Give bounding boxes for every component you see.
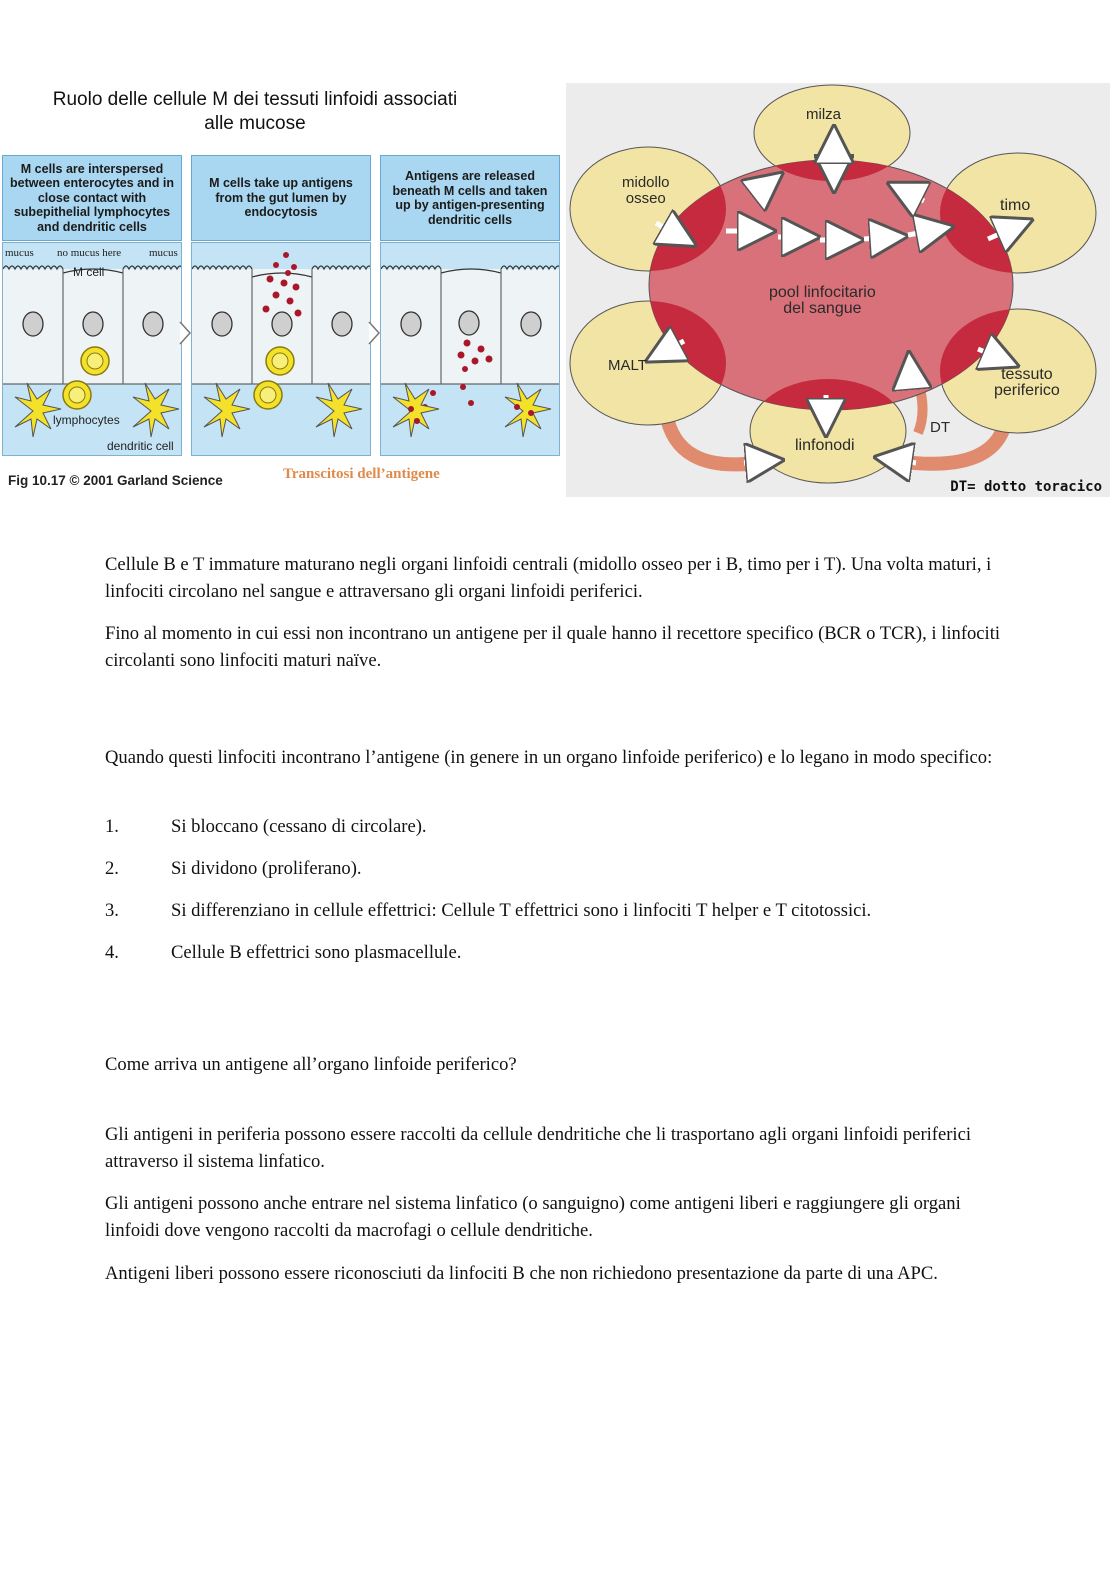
mucus-label-left: mucus [5,247,34,259]
paragraph-5-text: Gli antigeni possono anche entrare nel sistema linfatico (o sanguigno) come antigeni liberi e raggiungere gli organi linfoidi dove vengono raccolti da macrofagi o cellule dendritiche. [105,1193,961,1241]
panel-3-illustration [380,242,560,456]
paragraph-3 [105,744,1005,771]
node-midollo-osseo [622,175,670,207]
list-text: Si differenziano in cellule effettrici: Cellule T effettrici sono i linfociti T helper e T citotossici. [171,900,872,921]
figure-credit: Fig 10.17 © 2001 Garland Science [8,473,223,488]
panel-arrow-1 [178,318,194,348]
pool-label [769,285,876,317]
lymphocytes-label: lymphocytes [53,413,120,427]
no-mucus-label: no mucus here [57,247,122,259]
panel-3-caption: Antigens are released beneath M cells and taken up by antigen-presenting dendritic cells [380,155,560,241]
m-cell-figure [0,80,562,500]
node-tessuto-periferico [994,367,1060,399]
list-number: 2. [105,858,119,879]
node-milza: milza [806,106,842,123]
list-number: 3. [105,900,119,921]
pool-label-line1: pool linfocitario [769,284,876,301]
node-tessuto-line2: periferico [994,382,1060,399]
mucus-label-right: mucus [149,247,178,259]
m-cell-label: M cell [73,265,105,279]
list-text: Si bloccano (cessano di circolare). [171,816,427,837]
dt-label: DT [930,419,950,436]
paragraph-4-text: Gli antigeni in periferia possono essere raccolti da cellule dendritiche che li trasportano agli organi linfoidi periferici attraverso il sistema linfatico. [105,1124,972,1172]
paragraph-6-text: Antigeni liberi possono essere riconosciuti da linfociti B che non richiedono presentazione da parte di una APC. [105,1263,938,1284]
paragraph-3-text: Quando questi linfociti incontrano l’antigene (in genere in un organo linfoide periferico) e lo legano in modo specifico: [105,747,993,768]
list-number: 1. [105,816,119,837]
paragraph-2 [105,620,1005,674]
lymphocyte-circulation-figure [566,83,1110,497]
paragraph-4 [105,1121,1005,1175]
dendritic-cell-label: dendritic cell [107,439,174,453]
paragraph-1-text: Cellule B e T immature maturano negli organi linfoidi centrali (midollo osseo per i B, timo per i T). Una volta maturi, i linfociti circolano nel sangue e attraversano gli organi linfoidi periferici. [105,554,992,602]
list-text: Si dividono (proliferano). [171,858,362,879]
paragraph-6 [105,1260,1005,1287]
panel-arrow-2 [367,318,383,348]
node-malt: MALT [608,357,647,374]
panel-1-illustration [2,242,182,456]
pool-label-line2: del sangue [783,300,862,317]
figure-title [20,88,490,136]
node-midollo-line1: midollo [622,174,670,191]
list-text: Cellule B effettrici sono plasmacellule. [171,942,462,963]
dt-note: DT= dotto toracico [950,479,1102,495]
panel-1-caption: M cells are interspersed between enterocytes and in close contact with subepithelial lymphocytes and dendritic cells [2,155,182,241]
question-text: Come arriva un antigene all’organo linfoide periferico? [105,1054,517,1075]
figure-title-line2: alle mucose [204,113,306,134]
node-timo: timo [1000,197,1031,214]
paragraph-5 [105,1190,1005,1244]
figure-subtitle: Transcitosi dell’antigene [283,466,440,482]
paragraph-2-text: Fino al momento in cui essi non incontrano un antigene per il quale hanno il recettore specifico (BCR o TCR), i linfociti circolanti sono linfociti maturi naïve. [105,623,1001,671]
node-midollo-line2: osseo [625,190,666,207]
panel-2-illustration [191,242,371,456]
list-number: 4. [105,942,119,963]
paragraph-1 [105,551,1005,605]
figure-title-line1: Ruolo delle cellule M dei tessuti linfoidi associati [52,89,458,110]
question-heading [105,1051,1005,1078]
panel-2-caption: M cells take up antigens from the gut lumen by endocytosis [191,155,371,241]
node-linfonodi: linfonodi [795,437,855,454]
node-tessuto-line1: tessuto [1001,366,1053,383]
